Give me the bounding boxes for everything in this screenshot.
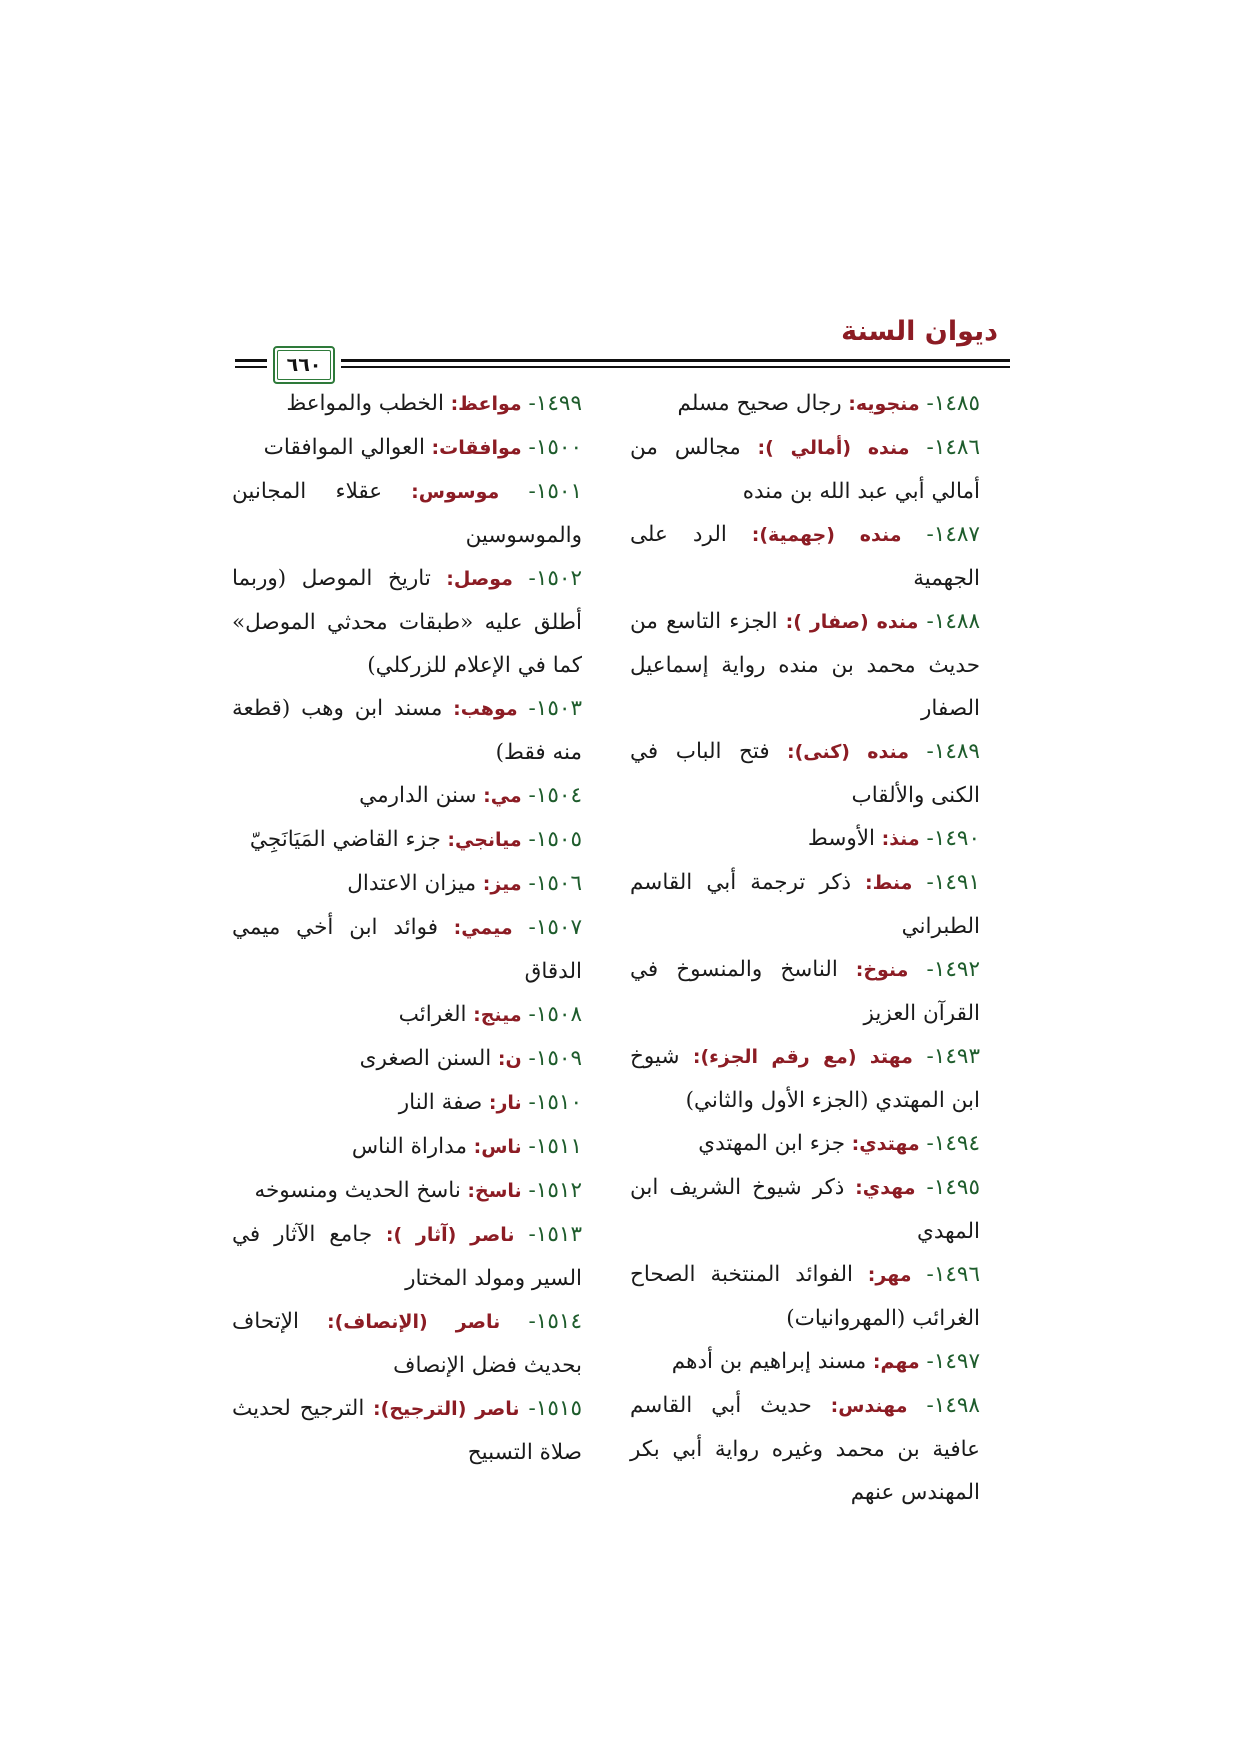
entry-abbreviation: مهر: [875, 1264, 912, 1286]
entry-colon: :: [424, 437, 440, 459]
entry-number: ١٤٩١: [933, 870, 980, 895]
entry-title: الغرائب: [398, 1002, 467, 1027]
entry-colon: :: [430, 568, 454, 590]
entry-title: السنن الصغرى: [359, 1046, 492, 1071]
entry-colon: :: [440, 829, 455, 851]
entry-dash: -: [901, 522, 934, 547]
entry-colon: :: [443, 393, 459, 415]
index-entry: [232, 687, 582, 774]
index-entry: [232, 1387, 582, 1474]
entry-dash: -: [521, 1134, 536, 1159]
entry-abbreviation: ميانجي: [454, 829, 522, 851]
entry-abbreviation: ميمي: [461, 917, 513, 939]
entry-number: ١٤٩٠: [933, 826, 980, 851]
entry-colon: :: [740, 437, 766, 459]
entry-title: صفة النار: [398, 1090, 483, 1115]
entry-number: ١٥٠٢: [535, 566, 583, 591]
index-entry: [630, 1253, 980, 1340]
entry-number: ١٤٨٧: [933, 522, 980, 547]
entry-colon: :: [679, 1046, 701, 1068]
entry-abbreviation: منده (جهمية): [759, 524, 902, 546]
entry-number: ١٥٠٧: [535, 915, 582, 940]
entry-number: ١٥٠٥: [535, 827, 582, 852]
entry-dash: -: [909, 435, 934, 460]
entry-number: ١٤٩٤: [933, 1131, 980, 1156]
entry-abbreviation: ميز: [490, 873, 522, 895]
entry-number: ١٥١١: [535, 1134, 582, 1159]
entry-dash: -: [521, 827, 536, 852]
entry-colon: :: [866, 1351, 881, 1373]
entry-dash: -: [521, 435, 536, 460]
entry-title: مسند إبراهيم بن أدهم: [671, 1349, 867, 1374]
entry-dash: -: [919, 1131, 934, 1156]
entry-title: ذكر شيوخ الشريف ابن المهدي: [630, 1175, 980, 1244]
entry-title: مداراة الناس: [351, 1134, 467, 1159]
entry-title: شيوخ ابن المهتدي (الجزء الأول والثاني): [630, 1044, 980, 1113]
index-entry: [232, 993, 582, 1037]
entry-colon: :: [476, 873, 491, 895]
entry-colon: :: [874, 828, 890, 850]
entry-title: الخطب والمواعظ: [286, 391, 444, 416]
entry-dash: -: [912, 1044, 934, 1069]
entry-dash: -: [499, 479, 536, 504]
entries-column-left: [232, 382, 582, 1474]
entry-number: ١٤٨٨: [933, 609, 980, 634]
entry-title: ذكر ترجمة أبي القاسم الطبراني: [630, 870, 980, 939]
index-entry: [630, 1035, 980, 1122]
entry-number: ١٤٩٧: [933, 1349, 980, 1374]
entry-number: ١٤٨٥: [933, 391, 980, 416]
entry-number: ١٥١٣: [535, 1222, 582, 1247]
entry-colon: :: [811, 1395, 839, 1417]
entry-number: ١٥١٢: [535, 1178, 582, 1203]
entry-number: ١٥٠٦: [535, 871, 582, 896]
entry-title: العوالي الموافقات: [263, 435, 425, 460]
index-entry: [232, 1213, 582, 1300]
entry-colon: :: [777, 611, 794, 633]
entry-title: مجالس من أمالي أبي عبد الله بن منده: [630, 435, 980, 504]
entry-colon: :: [382, 481, 419, 503]
entry-colon: :: [844, 1177, 863, 1199]
entry-abbreviation: ناس: [481, 1136, 522, 1158]
entry-colon: :: [841, 393, 856, 415]
entry-abbreviation: ن: [505, 1048, 522, 1070]
entry-dash: -: [514, 1222, 536, 1247]
entry-title: الجزء التاسع من حديث محمد بن منده رواية إسماعيل الصفار: [630, 609, 980, 721]
entry-abbreviation: منجويه: [855, 393, 920, 415]
entry-dash: -: [521, 391, 536, 416]
entry-number: ١٥٠٤: [535, 783, 582, 808]
entry-abbreviation: منذ: [889, 828, 920, 850]
book-title: ديوان السنة: [841, 316, 998, 347]
entry-abbreviation: موصل: [453, 568, 513, 590]
index-entry: [232, 557, 582, 687]
page-header: [235, 316, 1010, 386]
entry-colon: :: [845, 1133, 860, 1155]
entry-title: ميزان الاعتدال: [347, 871, 477, 896]
entry-dash: -: [918, 609, 934, 634]
entry-number: ١٤٨٦: [933, 435, 981, 460]
entry-title: الأوسط: [807, 826, 875, 851]
entry-colon: :: [726, 524, 760, 546]
entry-colon: :: [437, 917, 462, 939]
entry-colon: :: [460, 1180, 476, 1202]
index-entry: [630, 1166, 980, 1253]
entry-colon: :: [466, 1004, 481, 1026]
entry-abbreviation: نار: [496, 1092, 522, 1114]
entry-colon: :: [476, 785, 491, 807]
index-entry: [232, 818, 582, 862]
entry-number: ١٥٠٠: [535, 435, 582, 460]
entry-dash: -: [919, 1349, 934, 1374]
entry-abbreviation: موسوس: [418, 481, 500, 503]
index-entry: [630, 1340, 980, 1384]
entry-colon: :: [851, 872, 873, 894]
entry-abbreviation: مواعظ: [458, 393, 522, 415]
entry-dash: -: [512, 566, 536, 591]
entries-column-right: [630, 382, 980, 1514]
entry-number: ١٥٠١: [535, 479, 582, 504]
page-number-badge: [273, 346, 335, 384]
entry-number: ١٤٩٩: [535, 391, 582, 416]
index-entry: [232, 862, 582, 906]
entry-title: جامع الآثار في السير ومولد المختار: [232, 1222, 582, 1291]
entry-title: جزء القاضي المَيَانَجِيّ: [249, 827, 441, 852]
entry-title: تاريخ الموصل (وربما أطلق عليه «طبقات محدثي الموصل» كما في الإعلام للزركلي): [232, 566, 582, 678]
entry-dash: -: [521, 783, 536, 808]
entry-title: الناسخ والمنسوخ في القرآن العزيز: [630, 957, 980, 1026]
index-entry: [630, 382, 980, 426]
entry-abbreviation: موهب: [460, 698, 518, 720]
entry-colon: :: [491, 1048, 506, 1070]
entry-colon: :: [853, 1264, 876, 1286]
entry-dash: -: [908, 957, 934, 982]
entry-title: رجال صحيح مسلم: [677, 391, 842, 416]
index-entry: [232, 1081, 582, 1125]
entry-colon: :: [372, 1224, 394, 1246]
entry-title: مسند ابن وهب (قطعة منه فقط): [232, 696, 582, 765]
entry-title: الإتحاف بحديث فضل الإنصاف: [232, 1309, 582, 1378]
index-entry: [630, 1384, 980, 1514]
entry-abbreviation: مهم: [880, 1351, 920, 1373]
entry-abbreviation: ناصر (الإنصاف): [334, 1311, 501, 1333]
entry-title: سنن الدارمي: [359, 783, 477, 808]
entry-abbreviation: مهدي: [862, 1177, 916, 1199]
entry-colon: :: [837, 959, 864, 981]
entry-title: الترجيح لحديث صلاة التسبيح: [232, 1396, 582, 1465]
index-entry: [232, 382, 582, 426]
entry-dash: -: [915, 1175, 934, 1200]
entry-number: ١٤٩٢: [933, 957, 980, 982]
index-entry: [630, 600, 980, 730]
index-entry: [630, 426, 980, 513]
entry-number: ١٤٩٣: [933, 1044, 980, 1069]
entry-colon: :: [298, 1311, 335, 1333]
index-entry: [232, 906, 582, 993]
entry-number: ١٥٠٩: [535, 1046, 582, 1071]
entry-colon: :: [769, 741, 795, 763]
entry-dash: -: [521, 1002, 536, 1027]
entry-title: جزء ابن المهتدي: [698, 1131, 846, 1156]
index-entry: [630, 861, 980, 948]
entry-dash: -: [500, 1309, 536, 1334]
header-rule-thin: [235, 366, 1010, 368]
entry-dash: -: [919, 826, 934, 851]
entry-number: ١٤٩٨: [933, 1393, 980, 1418]
index-entry: [232, 1169, 582, 1213]
entry-colon: :: [482, 1092, 497, 1114]
page-number: ٦٦٠: [277, 350, 331, 380]
entry-abbreviation: مي: [490, 785, 522, 807]
entry-dash: -: [911, 1262, 934, 1287]
entry-number: ١٥١٠: [535, 1090, 582, 1115]
entry-colon: :: [364, 1398, 381, 1420]
index-entry: [630, 730, 980, 817]
entry-abbreviation: ناصر (الترجيح): [380, 1398, 520, 1420]
index-entry: [232, 470, 582, 557]
header-rule-thick: [235, 359, 1010, 362]
index-entry: [232, 1037, 582, 1081]
entry-dash: -: [909, 739, 934, 764]
entry-number: ١٤٩٦: [933, 1262, 981, 1287]
index-entry: [630, 948, 980, 1035]
entry-dash: -: [519, 1396, 536, 1421]
entry-abbreviation: منده (صفار ): [793, 611, 919, 633]
index-entry: [232, 1125, 582, 1169]
entry-dash: -: [517, 696, 536, 721]
entry-abbreviation: منط: [872, 872, 913, 894]
entry-number: ١٤٨٩: [933, 739, 980, 764]
entry-dash: -: [521, 1178, 536, 1203]
entry-dash: -: [521, 1090, 536, 1115]
index-entry: [232, 426, 582, 470]
entry-title: ناسخ الحديث ومنسوخه: [254, 1178, 461, 1203]
entry-abbreviation: مهتد (مع رقم الجزء): [700, 1046, 913, 1068]
entry-number: ١٥١٤: [535, 1309, 582, 1334]
entry-abbreviation: موافقات: [439, 437, 522, 459]
entry-title: فوائد ابن أخي ميمي الدقاق: [232, 915, 582, 984]
entry-abbreviation: مهتدي: [859, 1133, 920, 1155]
entry-dash: -: [512, 915, 536, 940]
entry-title: الفوائد المنتخبة الصحاح الغرائب (المهروانيات): [630, 1262, 980, 1331]
index-entry: [630, 1122, 980, 1166]
entry-number: ١٥٠٨: [535, 1002, 582, 1027]
index-entry: [630, 513, 980, 600]
entry-dash: -: [912, 870, 934, 895]
entry-number: ١٤٩٥: [933, 1175, 980, 1200]
entry-abbreviation: منده (أمالي ): [765, 437, 910, 459]
entry-dash: -: [521, 871, 536, 896]
entry-title: الرد على الجهمية: [630, 522, 980, 591]
entry-title: حديث أبي القاسم عافية بن محمد وغيره رواية أبي بكر المهندس عنهم: [630, 1393, 980, 1505]
entry-abbreviation: مهندس: [838, 1395, 908, 1417]
entry-dash: -: [919, 391, 934, 416]
entry-abbreviation: ناسخ: [475, 1180, 522, 1202]
index-entry: [232, 1300, 582, 1387]
entry-abbreviation: ناصر (آثار ): [393, 1224, 515, 1246]
entry-number: ١٥١٥: [535, 1396, 582, 1421]
index-entry: [232, 774, 582, 818]
entry-number: ١٥٠٣: [535, 696, 582, 721]
entry-abbreviation: مينج: [480, 1004, 522, 1026]
entry-dash: -: [907, 1393, 934, 1418]
entry-title: عقلاء المجانين والموسوسين: [232, 479, 582, 548]
entry-dash: -: [521, 1046, 536, 1071]
entry-abbreviation: منوخ: [863, 959, 909, 981]
entry-colon: :: [466, 1136, 482, 1158]
entry-abbreviation: منده (كنى): [794, 741, 909, 763]
index-entry: [630, 817, 980, 861]
entry-title: فتح الباب في الكنى والألقاب: [630, 739, 980, 808]
entry-colon: :: [442, 698, 461, 720]
